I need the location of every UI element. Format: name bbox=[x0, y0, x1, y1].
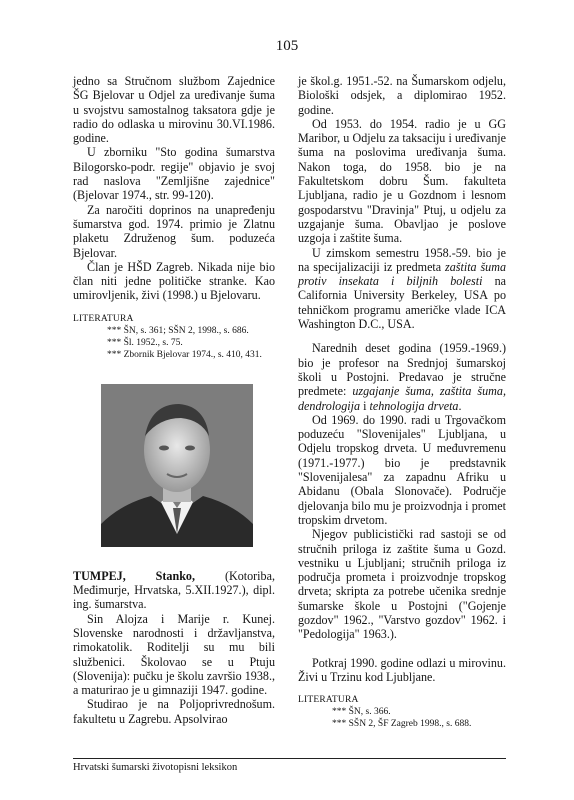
paragraph: Studirao je na Poljoprivrednošum. fakultetu u Zagrebu. Apsolvirao bbox=[73, 697, 275, 726]
literature-item: *** SŠN 2, ŠF Zagreb 1998., s. 688. bbox=[332, 719, 472, 730]
paragraph: U zborniku "Sto godina šumarstva Bilogorsko-podr. regije" objavio je svoj rad naslova "Zemljišne zajednice" (Bjelovar 1974., str. 99-120). bbox=[73, 145, 275, 203]
footer-rule bbox=[73, 758, 506, 759]
paragraph: je škol.g. 1951.-52. na Šumarskom odjelu, Biološki odsjek, a diplomirao 1952. godine. bbox=[298, 74, 506, 117]
literature-item: *** ŠN, s. 366. bbox=[332, 707, 391, 718]
text-run: na California University Berkeley, USA po tehničkom programu američke vlade ICA Washington D.C., USA. bbox=[298, 274, 506, 332]
right-column bbox=[298, 74, 506, 730]
paragraph: Od 1969. do 1990. radi u Trgovačkom poduzeću "Slovenijales" Ljubljana, u Odjelu tropskog drveta. U međuvremenu (1971.-1977.) bio je predstavnik "Slovenijalesa" za zapadnu Afriku u Abidanu (Obala Slonovače). Područje djelovanja bilo mu je proizvodnja i promet tropskim drvetom. bbox=[298, 412, 506, 527]
literature-item: *** Šl. 1952., s. 75. bbox=[107, 337, 183, 348]
text-run: U zimskom semestru 1958.-59. bio je na specijalizaciji iz predmeta bbox=[298, 245, 506, 274]
text-run: i bbox=[360, 398, 370, 413]
italic-text: uzgajanje šuma, zaštita šuma, dendrologija bbox=[298, 384, 506, 413]
portrait-photo bbox=[101, 384, 253, 547]
biography-entry bbox=[73, 569, 275, 612]
paragraph: Sin Alojza i Marije r. Kunej. Slovenske narodnosti i državljanstva, rimokatolik. Roditelji su mu bili službenici. Školovao se u Ptuju (Slovenija): pučku je školu završio 1938., a maturirao je u gimnaziji 1947. godine. bbox=[73, 611, 275, 698]
literature-item: *** ŠN, s. 361; SŠN 2, 1998., s. 686. bbox=[107, 325, 249, 336]
biography-intro: (Kotoriba, Međimurje, Hrvatska, 5.XII.1927.), dipl. ing. šumarstva. bbox=[73, 568, 275, 612]
text-run: . bbox=[458, 398, 462, 413]
text-run: Narednih deset godina (1959.-1969.) bio je profesor na Srednjoj šumarskoj školi u Postojni. Predavao je stručne predmete: bbox=[298, 341, 506, 399]
italic-text: tehnologija drveta bbox=[369, 398, 459, 413]
paragraph: Potkraj 1990. godine odlazi u mirovinu. Živi u Trzinu kod Ljubljane. bbox=[298, 655, 506, 684]
paragraph: Njegov publicistički rad sastoji se od stručnih priloga iz zaštite šuma u Gozd. vestniku u Ljubljani; stručnih priloga iz područja prometa i proizvodnje tropskog drveta; skripta za potrebe učenika srednje šumarske škole u Postojni ("Gojenje gozdov" 1962., "Varstvo gozdov" 1962. i "Pedologija" 1963.). bbox=[298, 527, 506, 642]
literature-heading: LITERATURA bbox=[73, 313, 134, 324]
biography-name: TUMPEJ, Stanko, bbox=[73, 568, 195, 583]
literature-heading: LITERATURA bbox=[298, 695, 359, 706]
page-number: 105 bbox=[275, 38, 299, 54]
paragraph bbox=[298, 246, 506, 332]
italic-text: zaštita šuma protiv insekata i biljnih bolesti bbox=[298, 259, 506, 289]
paragraph: Za naročiti doprinos na unapređenju šumarstva god. 1974. primio je Zlatnu plaketu Združenog šum. poduzeća Bjelovar. bbox=[73, 202, 275, 260]
literature-item: *** Zbornik Bjelovar 1974., s. 410, 431. bbox=[107, 349, 262, 360]
paragraph: jedno sa Stručnom službom Zajednice ŠG Bjelovar u Odjel za uređivanje šuma u svojstvu samostalnog taksatora gdje je radio do odlaska u mirovinu 30.VI.1986. godine. bbox=[73, 74, 275, 146]
paragraph: Član je HŠD Zagreb. Nikada nije bio član niti jedne političke stranke. Kao umirovljenik, živi (1998.) u Bjelovaru. bbox=[73, 259, 275, 303]
paragraph: Od 1953. do 1954. radio je u GG Maribor, u Odjelu za taksaciju i uređivanje šuma na poslovima uređivanja šuma. Nakon toga, do 1958. bio je na Fakultetskom dobru Šum. fakulteta Ljubljana, radio je u Gozdnom i lesnom gospodarstvu "Dravinja" Ptuj, u odjelu za uzgajanje šuma. Obavljao je poslove uzgoja i zaštite šuma. bbox=[298, 116, 506, 246]
footer-text: Hrvatski šumarski životopisni leksikon bbox=[73, 762, 238, 773]
left-column bbox=[73, 74, 275, 726]
paragraph bbox=[298, 341, 506, 412]
